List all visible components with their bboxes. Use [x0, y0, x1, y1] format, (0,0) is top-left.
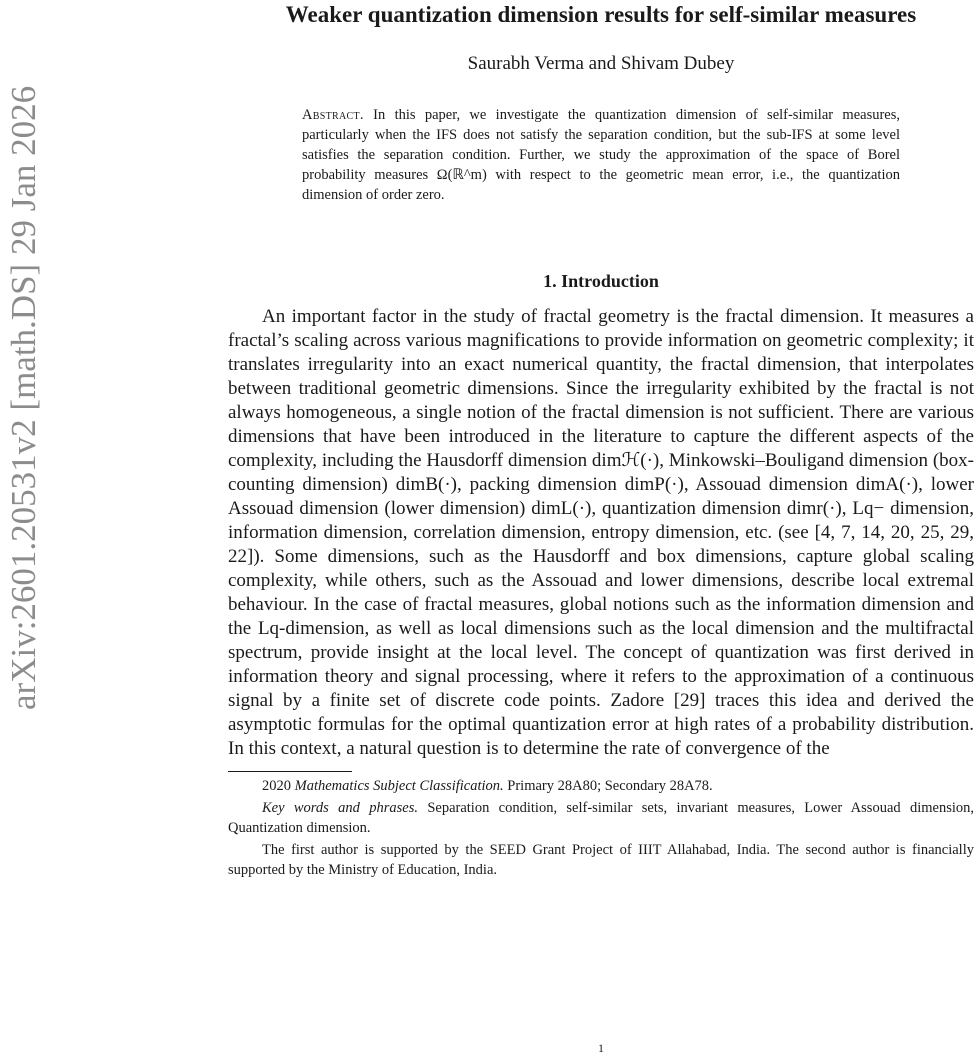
section-heading: 1. Introduction	[543, 271, 659, 291]
footnote-funding: The first author is supported by the SEED Grant Project of IIIT Allahabad, India. The second author is financially supported by the Ministry of Education, India.	[228, 842, 974, 878]
paper-authors: Saurabh Verma and Shivam Dubey	[467, 53, 735, 74]
abstract-text: In this paper, we investigate the quantization dimension of self-similar measures, particularly when the IFS does not satisfy the separation condition, but the sub-IFS at some level satisfies the separation condition. Further, we study the approximation of the space of Borel probability measures Ω(ℝ^m) with respect to the geometric mean error, i.e., the quantization dimension of order zero.	[302, 107, 900, 203]
page-number: 1	[598, 1041, 604, 1055]
footnote-msc	[228, 776, 974, 796]
arxiv-identifier: arXiv:2601.20531v2 [math.DS] 29 Jan 2026	[4, 85, 43, 710]
keywords-label: Key words and phrases.	[262, 800, 418, 816]
abstract	[302, 105, 900, 205]
intro-paragraph: An important factor in the study of fractal geometry is the fractal dimension. It measures a fractal’s scaling across various magnifications to provide information on geometric complexity; it translates irregularity into an exact numerical quantity, the fractal dimension, that interpolates between traditional geometric dimensions. Since the irregularity exhibited by the fractal is not always homogeneous, a single notion of the fractal dimension is not sufficient. There are various dimensions that have been introduced in the literature to capture the different aspects of the complexity, including the Hausdorff dimension dimℋ(·), Minkowski–Bouligand dimension (box-counting dimension) dimB(·), packing dimension dimP(·), Assouad dimension dimA(·), lower Assouad dimension (lower dimension) dimL(·), quantization dimension dimr(·), Lq− dimension, information dimension, correlation dimension, entropy dimension, etc. (see [4, 7, 14, 20, 25, 29, 22]). Some dimensions, such as the Hausdorff and box dimensions, capture global scaling complexity, while others, such as the Assouad and lower dimensions, describe local extremal behaviour. In the case of fractal measures, global notions such as the information dimension and the Lq-dimension, as well as local dimensions such as the local dimension and the multifractal spectrum, provide insight at the local level. The concept of quantization was first derived in information theory and signal processing, where it refers to the approximation of a continuous signal by a finite set of discrete code points. Zadore [29] traces this idea and derived the asymptotic formulas for the optimal quantization error at high rates of a probability distribution. In this context, a natural question is to determine the rate of convergence of the	[228, 306, 974, 759]
paper-page	[228, 0, 974, 880]
footnote-rule	[228, 771, 352, 772]
footnote-keywords	[228, 798, 974, 838]
msc-text: Primary 28A80; Secondary 28A78.	[507, 778, 713, 794]
abstract-label: Abstract.	[302, 107, 364, 123]
paper-title: Weaker quantization dimension results for self-similar measures	[285, 2, 917, 27]
keywords-text: Separation condition, self-similar sets, invariant measures, Lower Assouad dimension, Quantization dimension.	[228, 800, 975, 836]
msc-label: Mathematics Subject Classification.	[294, 778, 504, 794]
msc-year: 2020	[262, 778, 291, 794]
